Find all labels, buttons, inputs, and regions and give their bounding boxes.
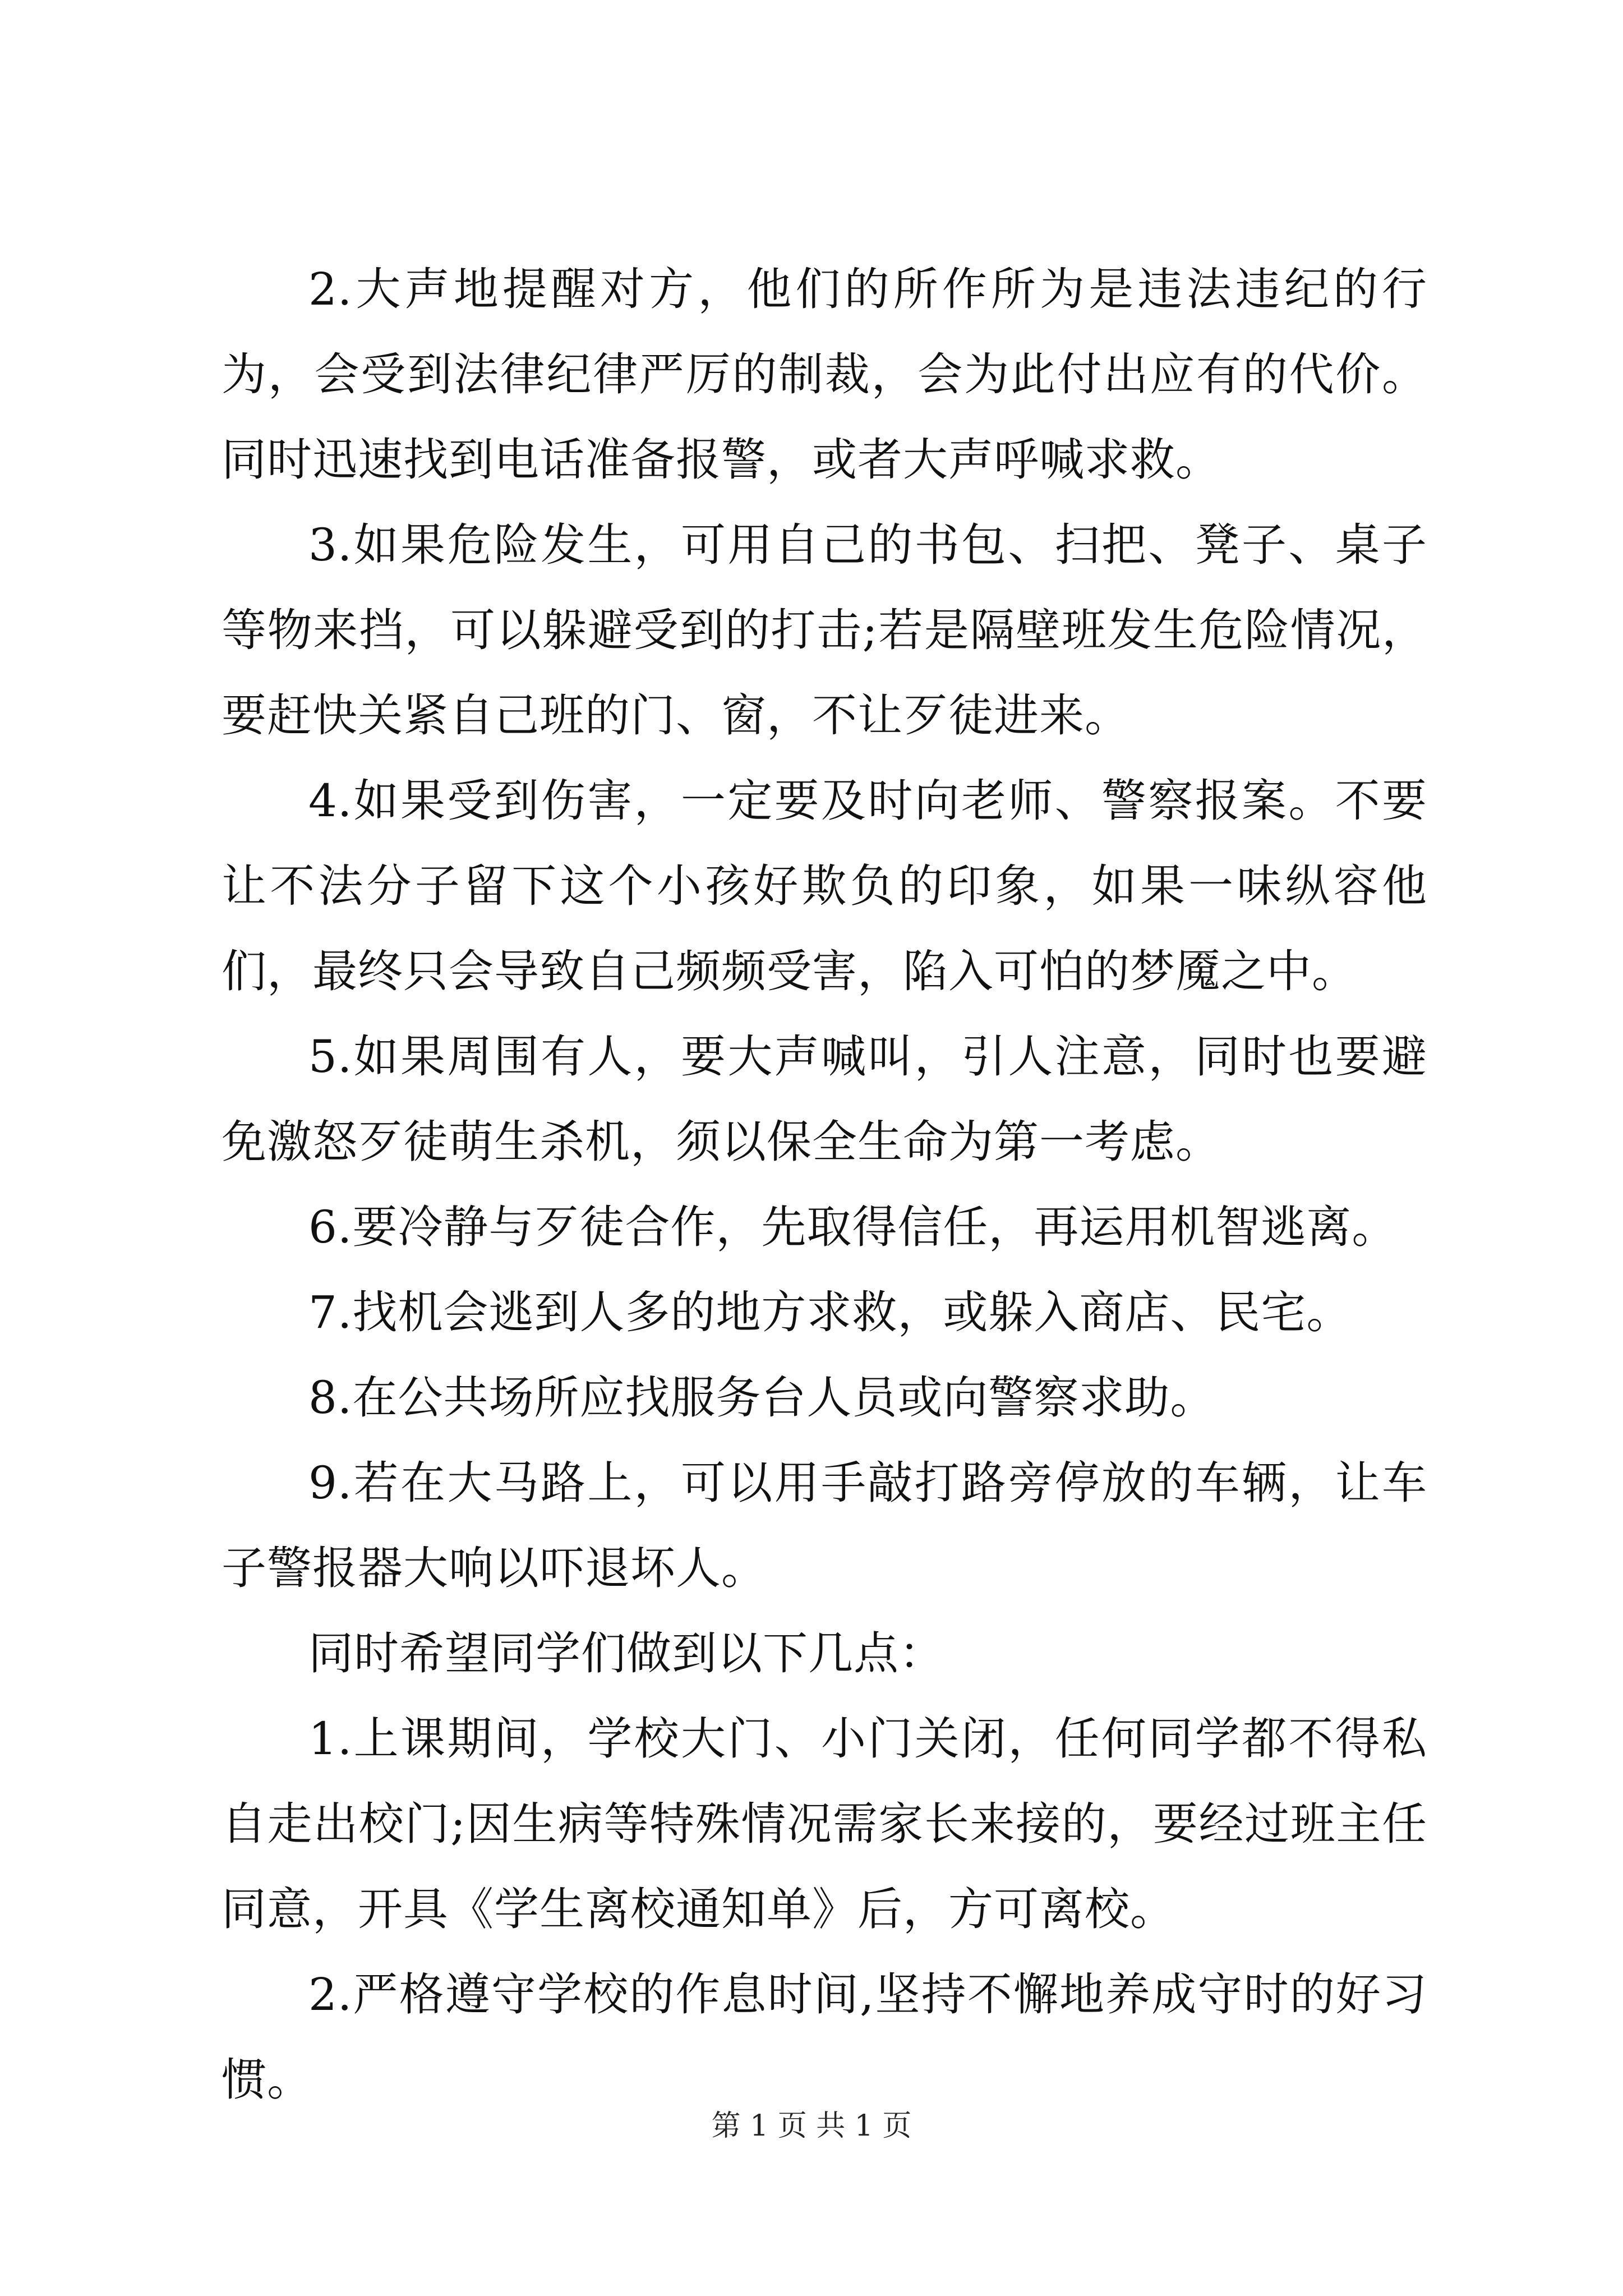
- paragraph-9-car-alarm: 9.若在大马路上，可以用手敲打路旁停放的车辆，让车子警报器大响以吓退坏人。: [222, 1457, 1427, 1594]
- paragraph-5-shout-for-attention: 5.如果周围有人，要大声喊叫，引人注意，同时也要避免激怒歹徒萌生杀机，须以保全生命为第一考虑。: [222, 1030, 1427, 1168]
- paragraph-4-report-harm: 4.如果受到伤害，一定要及时向老师、警察报案。不要让不法分子留下这个小孩好欺负的印象，如果一味纵容他们，最终只会导致自己频频受害，陷入可怕的梦魇之中。: [222, 775, 1427, 997]
- point-2-schedule: 2.严格遵守学校的作息时间,坚持不懈地养成守时的好习惯。: [222, 1968, 1427, 2106]
- document-body: [222, 247, 1427, 2123]
- paragraph-3-block-attack: 3.如果危险发生，可用自己的书包、扫把、凳子、桌子等物来挡，可以躲避受到的打击;若是隔壁班发生危险情况，要赶快关紧自己班的门、窗，不让歹徒进来。: [222, 519, 1427, 742]
- paragraph-6-stay-calm: 6.要冷静与歹徒合作，先取得信任，再运用机智逃离。: [308, 1201, 1398, 1253]
- point-1-school-gate: 1.上课期间，学校大门、小门关闭，任何同学都不得私自走出校门;因生病等特殊情况需家长来接的，要经过班主任同意，开具《学生离校通知单》后，方可离校。: [222, 1713, 1427, 1935]
- paragraph-2-warn-offender: 2.大声地提醒对方，他们的所作所为是违法违纪的行为，会受到法律纪律严厉的制裁，会为此付出应有的代价。同时迅速找到电话准备报警，或者大声呼喊求救。: [222, 263, 1427, 486]
- page-footer: 第 1 页 共 1 页: [711, 2109, 912, 2143]
- paragraph-8-public-help: 8.在公共场所应找服务台人员或向警察求助。: [308, 1372, 1216, 1424]
- section-intro-points: 同时希望同学们做到以下几点：: [308, 1627, 944, 1680]
- paragraph-7-escape-crowd: 7.找机会逃到人多的地方求救，或躲入商店、民宅。: [308, 1286, 1352, 1338]
